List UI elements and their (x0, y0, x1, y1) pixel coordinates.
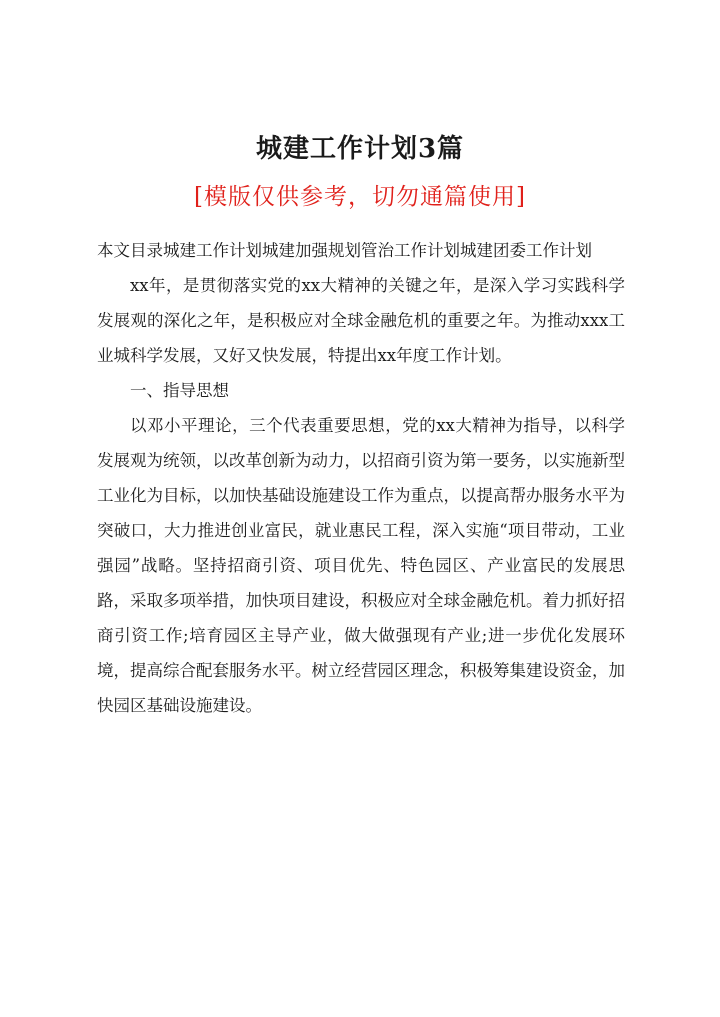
guiding-principles-paragraph: 以邓小平理论，三个代表重要思想，党的xx大精神为指导，以科学发展观为统领，以改革创新为动力，以招商引资为第一要务，以实施新型工业化为目标，以加快基础设施建设工作为重点，以提高帮办服务水平为突破口，大力推进创业富民，就业惠民工程，深入实施“项目带动，工业强园”战略。坚持招商引资、项目优先、特色园区、产业富民的发展思路，采取多项举措，加快项目建设，积极应对全球金融危机。着力抓好招商引资工作;培育园区主导产业，做大做强现有产业;进一步优化发展环境，提高综合配套服务水平。树立经营园区理念，积极筹集建设资金，加快园区基础设施建设。 (97, 416, 625, 715)
document-title: 城建工作计划3篇 (255, 134, 465, 164)
intro-paragraph: xx年，是贯彻落实党的xx大精神的关键之年，是深入学习实践科学发展观的深化之年，是积极应对全球金融危机的重要之年。为推动xxx工业城科学发展，又好又快发展，特提出xx年度工作计划。 (97, 276, 625, 365)
document-body (97, 233, 625, 723)
section-heading: 一、指导思想 (130, 381, 229, 400)
template-notice: [模版仅供参考，切勿通篇使用] (194, 184, 526, 210)
table-of-contents: 本文目录城建工作计划城建加强规划管治工作计划城建团委工作计划 (97, 241, 592, 260)
